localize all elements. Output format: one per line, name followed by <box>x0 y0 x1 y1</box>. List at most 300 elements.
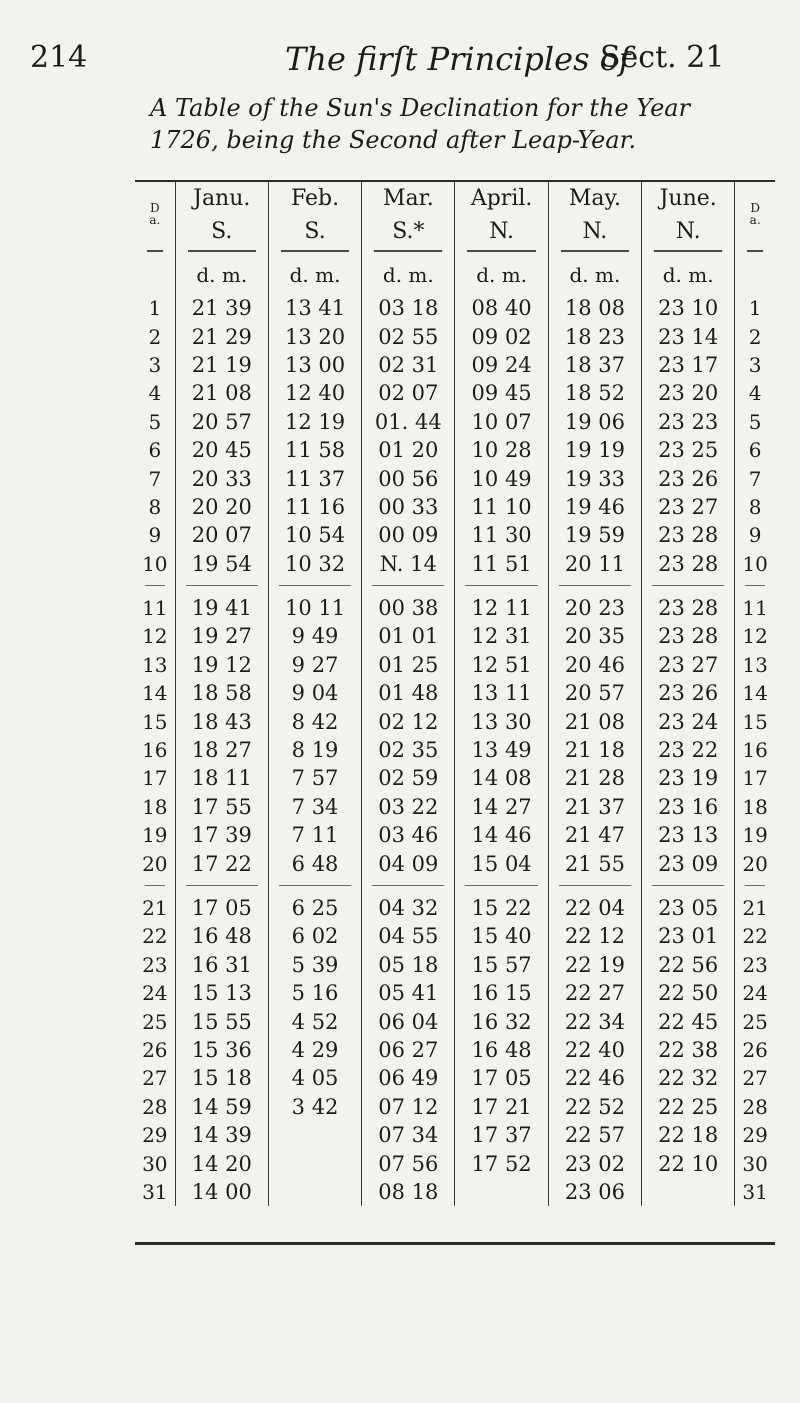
declination-cell: 17 52 <box>455 1149 548 1177</box>
declination-cell: 05 18 <box>362 951 455 979</box>
direction-label: N. <box>642 216 735 246</box>
declination-cell: 00 09 <box>362 521 455 549</box>
month-header: May. <box>548 182 641 216</box>
declination-cell: 21 08 <box>548 707 641 735</box>
declination-cell: 18 52 <box>548 379 641 407</box>
table-row <box>135 1178 775 1206</box>
table-row <box>135 821 775 849</box>
declination-cell: 16 32 <box>455 1007 548 1035</box>
table-row <box>135 679 775 707</box>
caption-line-1: A Table of the Sun's Declination for the Year <box>150 94 691 122</box>
declination-cell: 14 27 <box>455 793 548 821</box>
declination-cell: 10 54 <box>268 521 361 549</box>
declination-cell: 04 55 <box>362 922 455 950</box>
declination-cell: 4 05 <box>268 1064 361 1092</box>
declination-cell: 15 13 <box>175 979 268 1007</box>
declination-cell: 6 25 <box>268 894 361 922</box>
declination-cell: 18 58 <box>175 679 268 707</box>
day-number-left: 22 <box>135 922 175 950</box>
day-number-left: 29 <box>135 1121 175 1149</box>
declination-cell: 22 56 <box>642 951 735 979</box>
rule-line <box>561 250 629 252</box>
declination-cell: 11 30 <box>455 521 548 549</box>
declination-cell: 15 04 <box>455 849 548 877</box>
declination-cell: 23 20 <box>642 379 735 407</box>
day-number-right: 12 <box>742 624 768 649</box>
declination-cell: 12 19 <box>268 408 361 436</box>
declination-cell: 17 37 <box>455 1121 548 1149</box>
declination-cell: 22 12 <box>548 922 641 950</box>
day-number-right: 1 <box>748 296 762 321</box>
day-number-right: 15 <box>742 709 768 734</box>
rule-line <box>279 885 351 886</box>
declination-cell: 23 24 <box>642 707 735 735</box>
rule-line <box>467 250 535 252</box>
units-label: d. m. <box>455 256 548 294</box>
direction-label: N. <box>455 216 548 246</box>
day-number-left: 9 <box>135 521 175 549</box>
table-row <box>135 1093 775 1121</box>
declination-cell: 21 19 <box>175 351 268 379</box>
day-number-right: 19 <box>742 823 768 848</box>
day-number-left: 7 <box>135 464 175 492</box>
day-number-right: 31 <box>742 1179 768 1204</box>
declination-cell: 19 19 <box>548 436 641 464</box>
declination-cell: 23 01 <box>642 922 735 950</box>
declination-cell: 17 21 <box>455 1093 548 1121</box>
declination-cell <box>642 1178 735 1206</box>
declination-cell: 06 04 <box>362 1007 455 1035</box>
declination-cell: 13 30 <box>455 707 548 735</box>
day-number-right: 11 <box>742 596 768 621</box>
declination-cell: 19 06 <box>548 408 641 436</box>
declination-cell: 17 05 <box>455 1064 548 1092</box>
day-number-left: 19 <box>135 821 175 849</box>
declination-cell: 01. 44 <box>362 408 455 436</box>
direction-header-row <box>135 216 775 246</box>
declination-cell: 07 34 <box>362 1121 455 1149</box>
day-number-left: 3 <box>135 351 175 379</box>
declination-cell: 4 52 <box>268 1007 361 1035</box>
declination-cell: 22 32 <box>642 1064 735 1092</box>
rule-line <box>652 885 724 886</box>
table-row <box>135 1149 775 1177</box>
declination-cell: 23 14 <box>642 322 735 350</box>
declination-cell: 4 29 <box>268 1036 361 1064</box>
declination-cell: 03 18 <box>362 294 455 322</box>
declination-cell: 23 02 <box>548 1149 641 1177</box>
day-number-left: 11 <box>135 594 175 622</box>
declination-cell: 17 22 <box>175 849 268 877</box>
declination-cell: 23 27 <box>642 493 735 521</box>
table-row <box>135 1121 775 1149</box>
table-row <box>135 922 775 950</box>
declination-cell: 23 17 <box>642 351 735 379</box>
declination-cell: 23 09 <box>642 849 735 877</box>
declination-cell: 6 48 <box>268 849 361 877</box>
day-number-left: 18 <box>135 793 175 821</box>
declination-cell: 22 18 <box>642 1121 735 1149</box>
day-number-right: 6 <box>748 438 762 463</box>
declination-cell: 23 26 <box>642 464 735 492</box>
declination-cell: 05 41 <box>362 979 455 1007</box>
day-number-right: 21 <box>742 896 768 920</box>
declination-cell: 10 32 <box>268 550 361 578</box>
declination-cell: 11 10 <box>455 493 548 521</box>
declination-cell: 15 22 <box>455 894 548 922</box>
declination-cell: 21 28 <box>548 764 641 792</box>
day-number-left: 2 <box>135 322 175 350</box>
declination-cell: N. 14 <box>362 550 455 578</box>
day-number-left: 15 <box>135 707 175 735</box>
day-number-left: 24 <box>135 979 175 1007</box>
declination-cell: 15 57 <box>455 951 548 979</box>
day-number-right: 16 <box>742 738 768 763</box>
declination-cell: 8 42 <box>268 707 361 735</box>
table-row <box>135 707 775 735</box>
rule-line <box>747 250 763 252</box>
declination-cell: 7 11 <box>268 821 361 849</box>
declination-cell: 20 23 <box>548 594 641 622</box>
declination-cell: 20 57 <box>175 408 268 436</box>
declination-cell: 02 07 <box>362 379 455 407</box>
declination-cell: 21 29 <box>175 322 268 350</box>
declination-cell: 22 38 <box>642 1036 735 1064</box>
units-label: d. m. <box>362 256 455 294</box>
declination-cell: 19 41 <box>175 594 268 622</box>
declination-cell: 23 28 <box>642 622 735 650</box>
separator-row <box>135 246 775 256</box>
units-label: d. m. <box>175 256 268 294</box>
declination-cell: 09 24 <box>455 351 548 379</box>
day-number-right: 10 <box>742 551 768 576</box>
day-header-top: D <box>750 201 760 215</box>
table-row <box>135 622 775 650</box>
month-header: April. <box>455 182 548 216</box>
day-number-left: 25 <box>135 1007 175 1035</box>
declination-cell: 5 39 <box>268 951 361 979</box>
declination-cell: 22 34 <box>548 1007 641 1035</box>
day-number-right: 25 <box>742 1009 768 1034</box>
declination-cell: 9 49 <box>268 622 361 650</box>
declination-cell: 02 55 <box>362 322 455 350</box>
declination-cell: 23 28 <box>642 594 735 622</box>
table-row <box>135 793 775 821</box>
rule-line <box>745 885 765 886</box>
day-number-left: 31 <box>135 1178 175 1206</box>
day-number-right: 4 <box>748 381 762 406</box>
rule-line <box>372 585 444 586</box>
units-label: d. m. <box>548 256 641 294</box>
table-row <box>135 521 775 549</box>
day-number-left: 14 <box>135 679 175 707</box>
day-number-left: 16 <box>135 736 175 764</box>
declination-cell: 20 45 <box>175 436 268 464</box>
day-number-right: 2 <box>748 324 762 349</box>
rule-line <box>559 585 631 586</box>
declination-cell: 19 59 <box>548 521 641 549</box>
declination-cell: 15 36 <box>175 1036 268 1064</box>
declination-cell: 14 46 <box>455 821 548 849</box>
rule-line <box>465 585 537 586</box>
rule-line <box>186 585 258 586</box>
day-number-right: 14 <box>742 681 768 706</box>
declination-cell: 8 19 <box>268 736 361 764</box>
rule-line <box>745 585 765 586</box>
table-row <box>135 322 775 350</box>
table-row <box>135 849 775 877</box>
rule-line <box>652 585 724 586</box>
declination-cell: 6 02 <box>268 922 361 950</box>
declination-cell: 9 04 <box>268 679 361 707</box>
declination-cell: 16 31 <box>175 951 268 979</box>
declination-cell: 01 48 <box>362 679 455 707</box>
day-number-right: 17 <box>742 766 768 791</box>
declination-cell: 23 25 <box>642 436 735 464</box>
day-header-bottom: a. <box>749 213 761 227</box>
table-row <box>135 1007 775 1035</box>
direction-label: S. <box>175 216 268 246</box>
declination-cell: 23 27 <box>642 651 735 679</box>
declination-cell: 19 33 <box>548 464 641 492</box>
declination-cell: 20 33 <box>175 464 268 492</box>
day-number-left: 26 <box>135 1036 175 1064</box>
month-header: June. <box>642 182 735 216</box>
declination-cell: 18 23 <box>548 322 641 350</box>
units-blank <box>135 256 175 294</box>
units-blank <box>735 256 775 294</box>
declination-cell: 22 46 <box>548 1064 641 1092</box>
declination-cell: 12 51 <box>455 651 548 679</box>
declination-cell: 09 45 <box>455 379 548 407</box>
table-row <box>135 979 775 1007</box>
day-number-right: 7 <box>748 466 762 491</box>
day-number-right: 20 <box>742 851 768 876</box>
day-number-left: 30 <box>135 1149 175 1177</box>
declination-cell <box>455 1178 548 1206</box>
declination-cell: 22 52 <box>548 1093 641 1121</box>
declination-cell: 11 58 <box>268 436 361 464</box>
day-number-right: 24 <box>742 981 768 1006</box>
month-header-row <box>135 182 775 216</box>
declination-cell: 23 13 <box>642 821 735 849</box>
declination-cell: 5 16 <box>268 979 361 1007</box>
table-row <box>135 351 775 379</box>
declination-table <box>135 180 775 1245</box>
declination-cell: 22 25 <box>642 1093 735 1121</box>
rule-line <box>145 885 165 886</box>
day-number-right: 22 <box>742 924 768 949</box>
declination-cell: 23 19 <box>642 764 735 792</box>
declination-cell: 09 02 <box>455 322 548 350</box>
declination-cell: 16 48 <box>175 922 268 950</box>
declination-cell: 16 15 <box>455 979 548 1007</box>
units-label: d. m. <box>268 256 361 294</box>
table-row <box>135 408 775 436</box>
declination-cell: 08 18 <box>362 1178 455 1206</box>
declination-cell: 14 00 <box>175 1178 268 1206</box>
day-number-left: 13 <box>135 651 175 679</box>
declination-cell <box>268 1178 361 1206</box>
declination-cell: 00 56 <box>362 464 455 492</box>
declination-cell: 17 05 <box>175 894 268 922</box>
declination-cell: 21 39 <box>175 294 268 322</box>
direction-label: N. <box>548 216 641 246</box>
rule-line <box>654 250 722 252</box>
day-number-left: 23 <box>135 951 175 979</box>
declination-cell: 12 31 <box>455 622 548 650</box>
table-row <box>135 493 775 521</box>
declination-cell: 23 10 <box>642 294 735 322</box>
table-row <box>135 651 775 679</box>
table-row <box>135 1064 775 1092</box>
day-number-right: 3 <box>748 352 762 377</box>
declination-cell: 11 37 <box>268 464 361 492</box>
declination-cell: 9 27 <box>268 651 361 679</box>
declination-cell: 13 41 <box>268 294 361 322</box>
declination-cell: 02 59 <box>362 764 455 792</box>
declination-cell: 21 55 <box>548 849 641 877</box>
declination-cell: 22 57 <box>548 1121 641 1149</box>
declination-cell: 21 18 <box>548 736 641 764</box>
table-row <box>135 294 775 322</box>
declination-cell: 18 08 <box>548 294 641 322</box>
declination-cell: 12 40 <box>268 379 361 407</box>
declination-cell: 18 27 <box>175 736 268 764</box>
declination-cell: 13 11 <box>455 679 548 707</box>
day-number-left: 6 <box>135 436 175 464</box>
running-title: The firſt Principles of <box>285 40 631 78</box>
day-number-right: 8 <box>748 494 762 519</box>
table-row <box>135 894 775 922</box>
declination-cell: 01 25 <box>362 651 455 679</box>
declination-cell: 21 47 <box>548 821 641 849</box>
table-row <box>135 550 775 578</box>
declination-cell: 10 07 <box>455 408 548 436</box>
declination-cell: 00 38 <box>362 594 455 622</box>
declination-cell: 11 51 <box>455 550 548 578</box>
declination-cell: 20 11 <box>548 550 641 578</box>
rule-line <box>186 885 258 886</box>
units-row <box>135 256 775 294</box>
declination-cell: 19 46 <box>548 493 641 521</box>
day-number-right: 23 <box>742 952 768 977</box>
declination-cell: 06 49 <box>362 1064 455 1092</box>
declination-cell: 22 50 <box>642 979 735 1007</box>
declination-cell: 3 42 <box>268 1093 361 1121</box>
declination-cell: 20 57 <box>548 679 641 707</box>
declination-cell: 00 33 <box>362 493 455 521</box>
day-number-right: 27 <box>742 1066 768 1091</box>
declination-cell: 20 07 <box>175 521 268 549</box>
direction-label: S. <box>268 216 361 246</box>
declination-cell: 10 49 <box>455 464 548 492</box>
declination-cell: 22 27 <box>548 979 641 1007</box>
declination-cell: 14 39 <box>175 1121 268 1149</box>
declination-cell: 20 46 <box>548 651 641 679</box>
declination-cell: 13 00 <box>268 351 361 379</box>
declination-cell: 07 56 <box>362 1149 455 1177</box>
declination-cell: 22 45 <box>642 1007 735 1035</box>
declination-cell: 06 27 <box>362 1036 455 1064</box>
day-number-right: 28 <box>742 1094 768 1119</box>
declination-cell: 14 08 <box>455 764 548 792</box>
declination-cell: 04 09 <box>362 849 455 877</box>
day-number-left: 17 <box>135 764 175 792</box>
declination-cell: 15 18 <box>175 1064 268 1092</box>
rule-line <box>145 585 165 586</box>
day-number-right: 13 <box>742 652 768 677</box>
day-header-top: D <box>150 201 160 215</box>
declination-cell: 18 43 <box>175 707 268 735</box>
declination-cell: 22 04 <box>548 894 641 922</box>
declination-cell: 23 23 <box>642 408 735 436</box>
declination-cell: 13 20 <box>268 322 361 350</box>
declination-cell: 21 08 <box>175 379 268 407</box>
running-head <box>30 40 770 80</box>
declination-cell: 15 55 <box>175 1007 268 1035</box>
declination-cell: 12 11 <box>455 594 548 622</box>
declination-cell: 14 59 <box>175 1093 268 1121</box>
day-header-bottom: a. <box>149 213 161 227</box>
direction-label: S.* <box>362 216 455 246</box>
day-number-left: 4 <box>135 379 175 407</box>
table-caption <box>150 92 770 156</box>
rule-line <box>372 885 444 886</box>
month-header: Janu. <box>175 182 268 216</box>
day-number-left: 5 <box>135 408 175 436</box>
table-row <box>135 464 775 492</box>
table-body <box>135 246 775 1206</box>
declination-cell: 03 46 <box>362 821 455 849</box>
caption-line-2: 1726, being the Second after Leap-Year. <box>150 126 637 154</box>
day-number-left: 21 <box>135 894 175 922</box>
day-column-header-right <box>735 182 775 246</box>
declination-cell: 18 11 <box>175 764 268 792</box>
declination-cell: 11 16 <box>268 493 361 521</box>
declination-cell: 13 49 <box>455 736 548 764</box>
separator-row <box>135 578 775 594</box>
declination-cell: 23 05 <box>642 894 735 922</box>
table-row <box>135 764 775 792</box>
rule-line <box>147 250 163 252</box>
table-row <box>135 736 775 764</box>
declination-cell: 17 39 <box>175 821 268 849</box>
declination-cell: 10 11 <box>268 594 361 622</box>
declination-cell: 23 06 <box>548 1178 641 1206</box>
rule-line <box>281 250 349 252</box>
declination-cell: 23 16 <box>642 793 735 821</box>
month-header: Mar. <box>362 182 455 216</box>
day-number-left: 8 <box>135 493 175 521</box>
table-row <box>135 379 775 407</box>
day-number-left: 28 <box>135 1093 175 1121</box>
declination-cell: 22 19 <box>548 951 641 979</box>
section-reference: Sect. 21 <box>600 40 725 75</box>
day-number-right: 18 <box>742 794 768 819</box>
declination-cell: 17 55 <box>175 793 268 821</box>
table-row <box>135 951 775 979</box>
day-number-left: 12 <box>135 622 175 650</box>
declination-cell: 23 22 <box>642 736 735 764</box>
declination-cell: 10 28 <box>455 436 548 464</box>
declination-cell: 14 20 <box>175 1149 268 1177</box>
declination-cell: 02 12 <box>362 707 455 735</box>
declination-cell: 7 34 <box>268 793 361 821</box>
table-row <box>135 594 775 622</box>
declination-cell: 18 37 <box>548 351 641 379</box>
declination-cell: 01 20 <box>362 436 455 464</box>
